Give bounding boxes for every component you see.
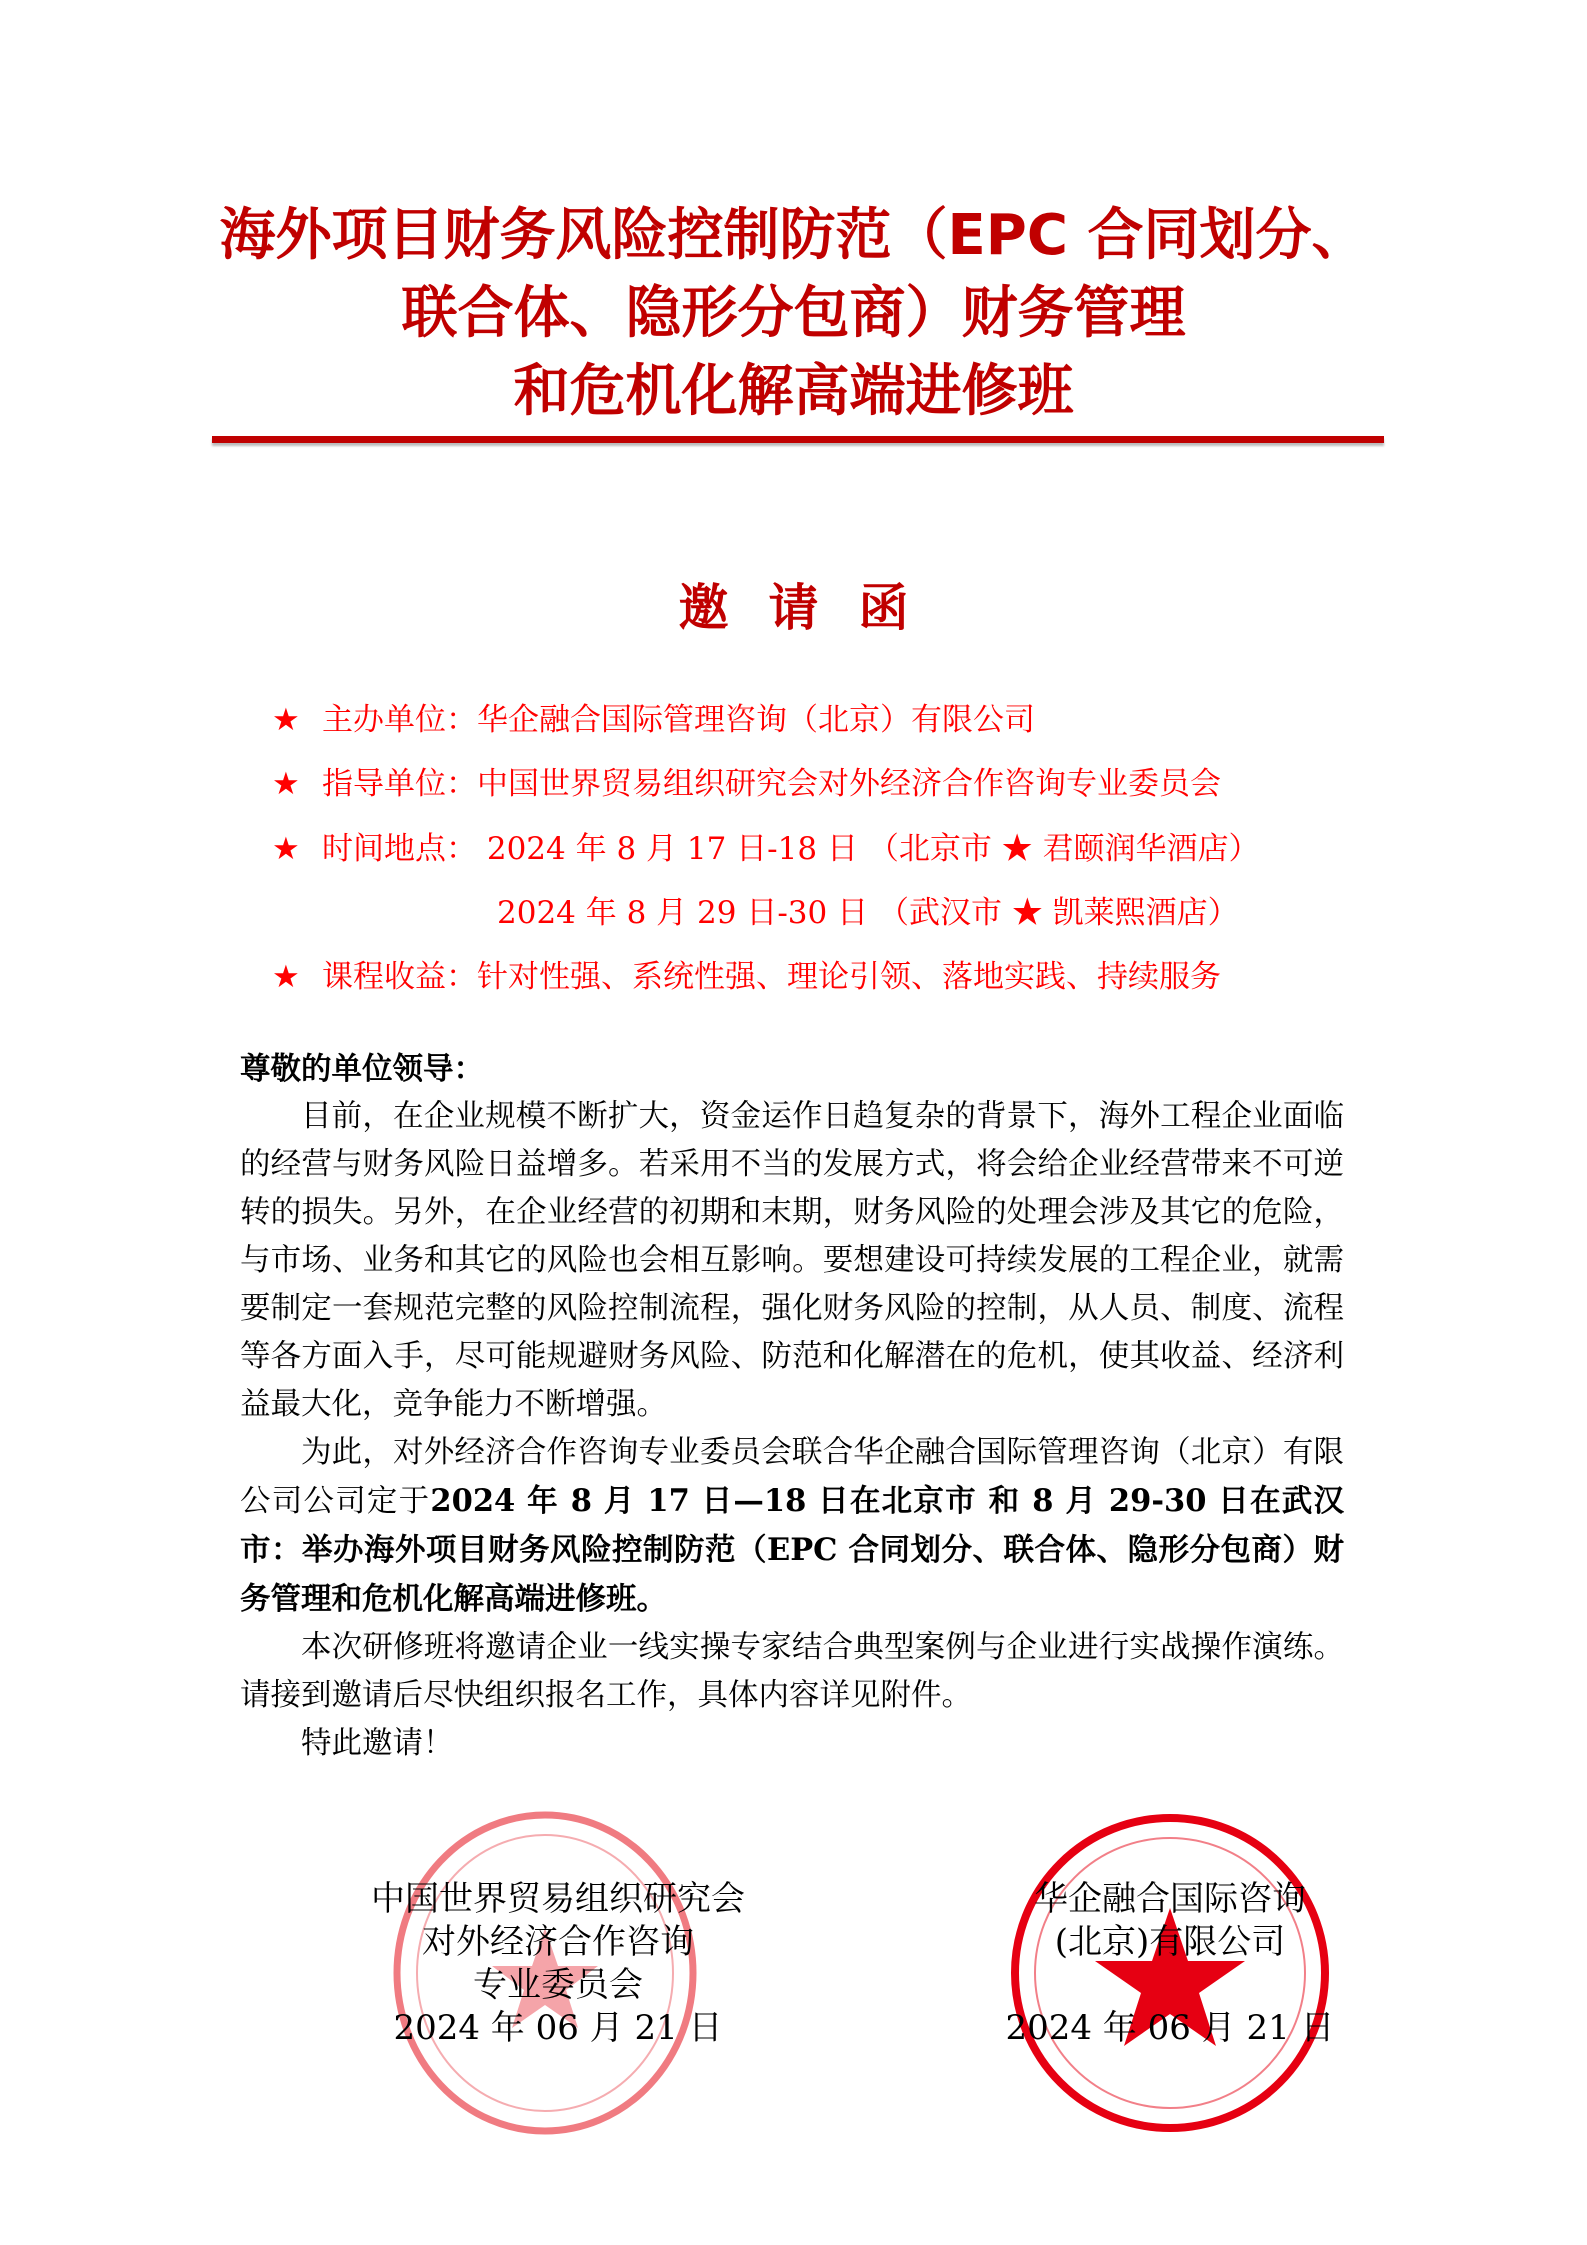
info-row-time-2 xyxy=(272,893,1260,957)
info-label: 时间地点： xyxy=(322,830,477,867)
signature-line: 中国世界贸易组织研究会 xyxy=(371,1879,745,1919)
document-title xyxy=(0,197,1587,431)
signature-line: 专业委员会 xyxy=(473,1965,643,2005)
paragraph-text: 为此，对外经济合作咨询专业委员会联合华企融合国际管理咨询（北京）有限公司公司定于 xyxy=(240,1435,1344,1519)
signature-wto xyxy=(328,1878,788,2050)
signature-line: (北京)有限公司 xyxy=(1054,1922,1286,1962)
info-value: 中国世界贸易组织研究会对外经济合作咨询专业委员会 xyxy=(477,766,1221,803)
info-value: 华企融合国际管理咨询（北京）有限公司 xyxy=(477,702,1035,738)
closing: 特此邀请！ xyxy=(301,1726,454,1761)
star-icon: ★ xyxy=(272,702,300,738)
signature-date: 2024 年 06 月 21 日 xyxy=(1005,2008,1335,2048)
title-divider xyxy=(212,436,1384,443)
event-info xyxy=(272,700,1260,1021)
star-icon: ★ xyxy=(272,766,300,803)
salutation: 尊敬的单位领导： xyxy=(240,1051,484,1087)
paragraph: 目前，在企业规模不断扩大，资金运作日趋复杂的背景下，海外工程企业面临的经营与财务风险日益增多。若采用不当的发展方式，将会给企业经营带来不可逆转的损失。另外，在企业经营的初期和末期，财务风险的处理会涉及其它的危险，与市场、业务和其它的风险也会相互影响。要想建设可持续发展的工程企业，就需要制定一套规范完整的风险控制流程，强化财务风险的控制，从人员、制度、流程等各方面入手，尽可能规避财务风险、防范和化解潜在的危机，使其收益、经济利益最大化，竞争能力不断增强。 xyxy=(240,1099,1344,1422)
info-row-host xyxy=(272,700,1260,764)
info-value: 2024 年 8 月 29 日-30 日 （武汉市 ★ 凯莱熙酒店） xyxy=(497,894,1239,931)
title-line: 联合体、隐形分包商）财务管理 xyxy=(401,281,1186,346)
title-line: 和危机化解高端进修班 xyxy=(513,359,1074,424)
info-row-benefits xyxy=(272,957,1260,1021)
info-label: 主办单位： xyxy=(322,702,477,738)
letter-body xyxy=(240,1045,1344,1768)
info-row-guide xyxy=(272,764,1260,828)
signature-line: 华企融合国际咨询 xyxy=(1034,1879,1306,1919)
signature-date: 2024 年 06 月 21 日 xyxy=(393,2008,723,2048)
paragraph xyxy=(240,1429,1344,1624)
info-row-time xyxy=(272,829,1260,893)
signature-area xyxy=(240,1808,1344,2138)
letter-flow xyxy=(240,1045,1344,2138)
star-icon: ★ xyxy=(272,959,300,996)
info-value: 针对性强、系统性强、理论引领、落地实践、持续服务 xyxy=(477,959,1221,996)
signature-company xyxy=(1000,1878,1340,2050)
info-label: 指导单位： xyxy=(322,766,477,803)
signature-line: 对外经济合作咨询 xyxy=(422,1922,694,1962)
paragraph-bold-text: 2024 年 8 月 17 日—18 日在北京市 和 8 月 29-30 日在武汉市：举办海外项目财务风险控制防范（EPC 合同划分、联合体、隐形分包商）财务管理和危机化解高端进修班。 xyxy=(240,1483,1344,1617)
star-icon: ★ xyxy=(272,830,300,867)
paragraph: 本次研修班将邀请企业一线实操专家结合典型案例与企业进行实战操作演练。 请接到邀请后尽快组织报名工作，具体内容详见附件。 xyxy=(240,1630,1344,1713)
title-line: 海外项目财务风险控制防范（EPC 合同划分、 xyxy=(219,203,1368,268)
invitation-heading: 邀请函 xyxy=(678,578,949,637)
info-value: 2024 年 8 月 17 日-18 日 （北京市 ★ 君颐润华酒店） xyxy=(477,830,1260,867)
info-label: 课程收益： xyxy=(322,959,477,996)
